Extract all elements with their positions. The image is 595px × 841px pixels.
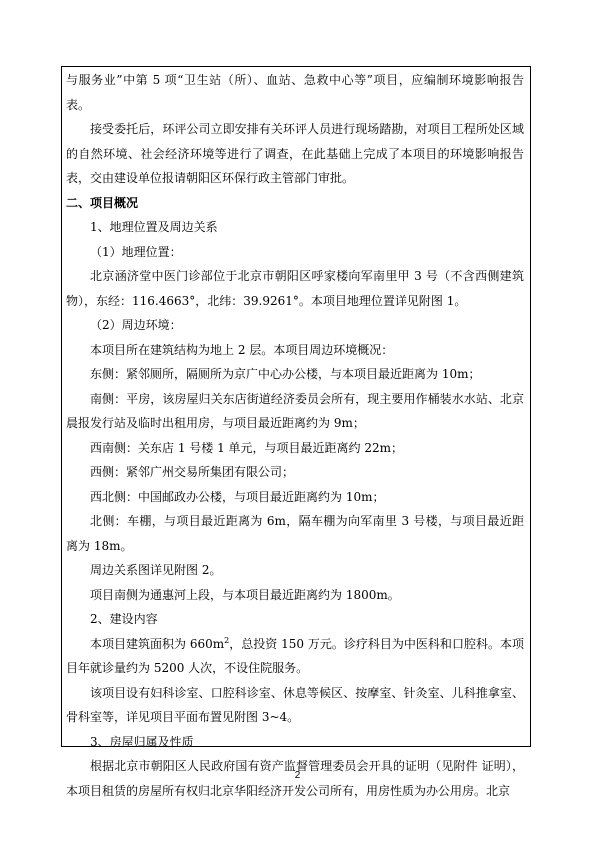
paragraph: 本项目所在建筑结构为地上 2 层。本项目周边环境概况： bbox=[90, 342, 394, 357]
page-number: 2 bbox=[294, 770, 301, 781]
area-text-pre: 本项目建筑面积为 660m bbox=[90, 636, 225, 651]
paragraph: 西南侧：关东店 1 号楼 1 单元，与项目最近距离约 22m； bbox=[90, 440, 403, 455]
paragraph: 北侧：车棚，与项目最近距离为 6m，隔车棚为向军南里 3 号楼，与项目最近距离为 18m。 bbox=[66, 514, 524, 553]
document-body bbox=[62, 67, 530, 803]
paragraph: 西侧：紧邻广州交易所集团有限公司； bbox=[90, 465, 295, 479]
section-heading: 二、项目概况 bbox=[66, 195, 139, 210]
paragraph: 2、建设内容 bbox=[90, 612, 158, 626]
paragraph: （1）地理位置： bbox=[90, 244, 182, 259]
content-table-cell bbox=[61, 66, 531, 798]
paragraph: 3、房屋归属及性质 bbox=[90, 734, 194, 749]
paragraph: 接受委托后，环评公司立即安排有关环评人员进行现场踏勘，对项目工程所处区域的自然环境、社会经济环境等进行了调查，在此基础上完成了本项目的环境影响报告表，交由建设单位报请朝阳区环保行政主管部门审批。 bbox=[66, 122, 524, 185]
paragraph: 北京涵济堂中医门诊部位于北京市朝阳区呼家楼向军南里甲 3 号（不含西侧建筑物），东经：116.4663°，北纬：39.9261°。本项目地理位置详见附图 1。 bbox=[66, 269, 524, 308]
paragraph: 周边关系图详见附图 2。 bbox=[90, 563, 222, 577]
paragraph: 1、地理位置及周边关系 bbox=[90, 220, 218, 234]
paragraph: 南侧：平房，该房屋归关东店街道经济委员会所有，现主要用作桶装水水站、北京晨报发行站及临时出租用房，与项目最近距离约为 9m； bbox=[66, 391, 524, 430]
paragraph: 该项目设有妇科诊室、口腔科诊室、休息等候区、按摩室、针灸室、儿科推拿室、骨科室等，详见项目平面布置见附图 3~4。 bbox=[66, 685, 524, 724]
paragraph: （2）周边环境： bbox=[90, 318, 182, 332]
paragraph: 根据北京市朝阳区人民政府国有资产监督管理委员会开具的证明（见附件 证明），本项目租赁的房屋所有权归北京华阳经济开发公司所有，用房性质为办公用房。北京 bbox=[66, 759, 524, 798]
area-paragraph bbox=[66, 632, 524, 681]
paragraph: 项目南侧为通惠河上段，与本项目最近距离约为 1800m。 bbox=[90, 587, 400, 602]
paragraph: 东侧：紧邻厕所，隔厕所为京广中心办公楼，与本项目最近距离为 10m； bbox=[90, 367, 481, 381]
paragraph: 西北侧：中国邮政办公楼，与项目最近距离约为 10m； bbox=[90, 489, 385, 504]
area-text-post: ，总投资 150 万元。诊疗科目为中医科和口腔科。本项目年就诊量约为 5200 人次，不设住院服务。 bbox=[66, 636, 524, 675]
area-superscript: 2 bbox=[224, 635, 230, 645]
paragraph: 与服务业”中第 5 项“卫生站（所）、血站、急救中心等”项目，应编制环境影响报告表。 bbox=[66, 73, 524, 112]
